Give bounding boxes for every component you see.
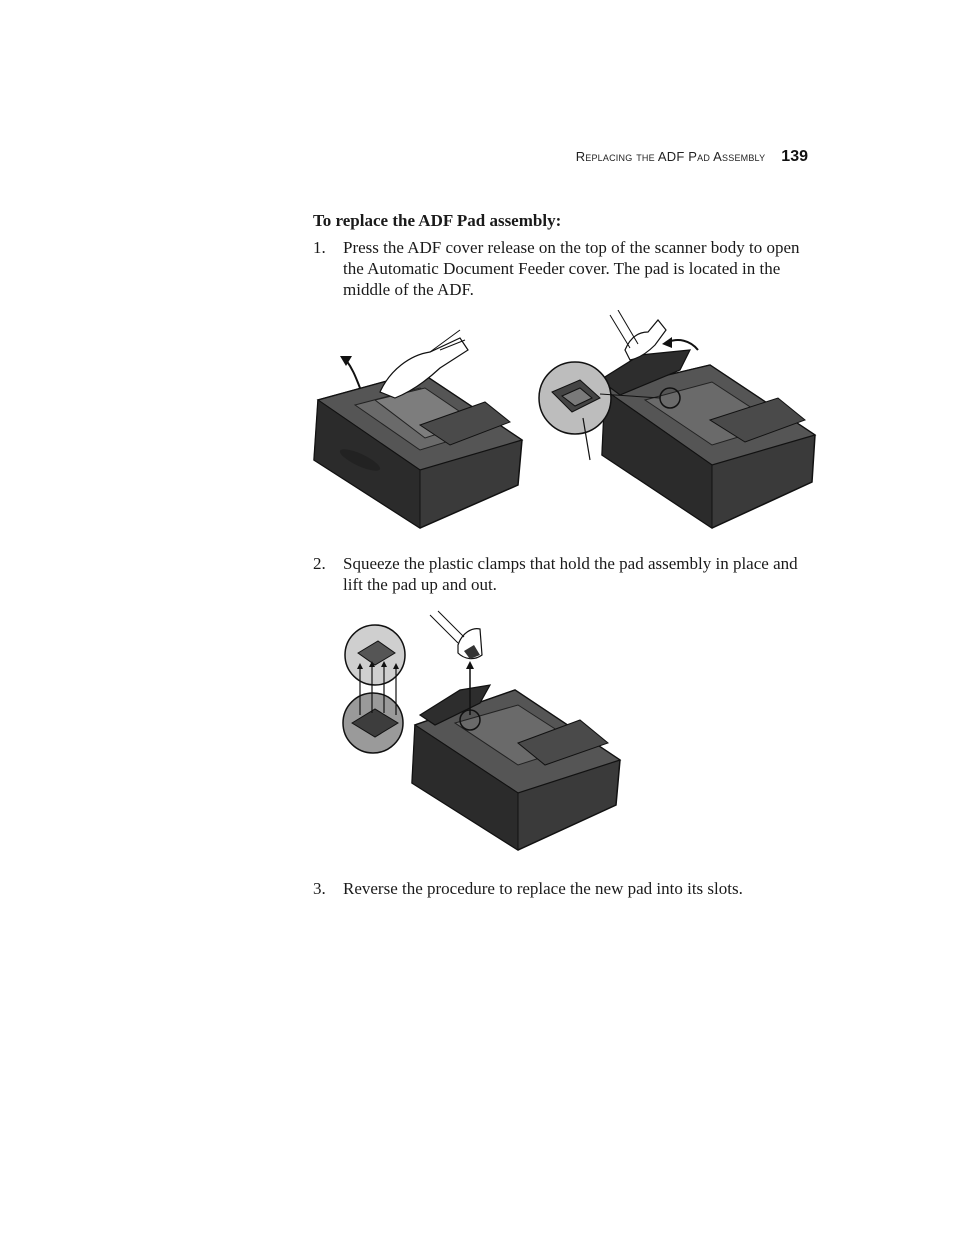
- section-title: To replace the ADF Pad assembly:: [313, 211, 562, 230]
- step-2: [313, 553, 813, 595]
- pad-removal-illustration: [343, 611, 620, 850]
- running-header: [576, 148, 808, 166]
- scanner-adf-closed-illustration: [314, 330, 522, 528]
- scanner-adf-figure-2: [340, 605, 630, 855]
- step-number: 1.: [313, 238, 326, 257]
- step-text: Reverse the procedure to replace the new pad into its slots.: [343, 879, 743, 898]
- step-text: Press the ADF cover release on the top of the scanner body to open the Automatic Document Feeder cover. The pad is located in the middle of the ADF.: [343, 238, 800, 299]
- scanner-adf-open-illustration: [539, 310, 815, 528]
- step-3: [313, 878, 813, 899]
- step-1: [313, 237, 813, 300]
- step-number: 3.: [313, 879, 326, 898]
- running-title: Replacing the ADF Pad Assembly: [575, 149, 766, 164]
- step-text: Squeeze the plastic clamps that hold the pad assembly in place and lift the pad up and out.: [343, 554, 798, 594]
- step-number: 2.: [313, 554, 326, 573]
- page-number: 139: [781, 148, 808, 165]
- scanner-adf-figure-1: [300, 310, 825, 535]
